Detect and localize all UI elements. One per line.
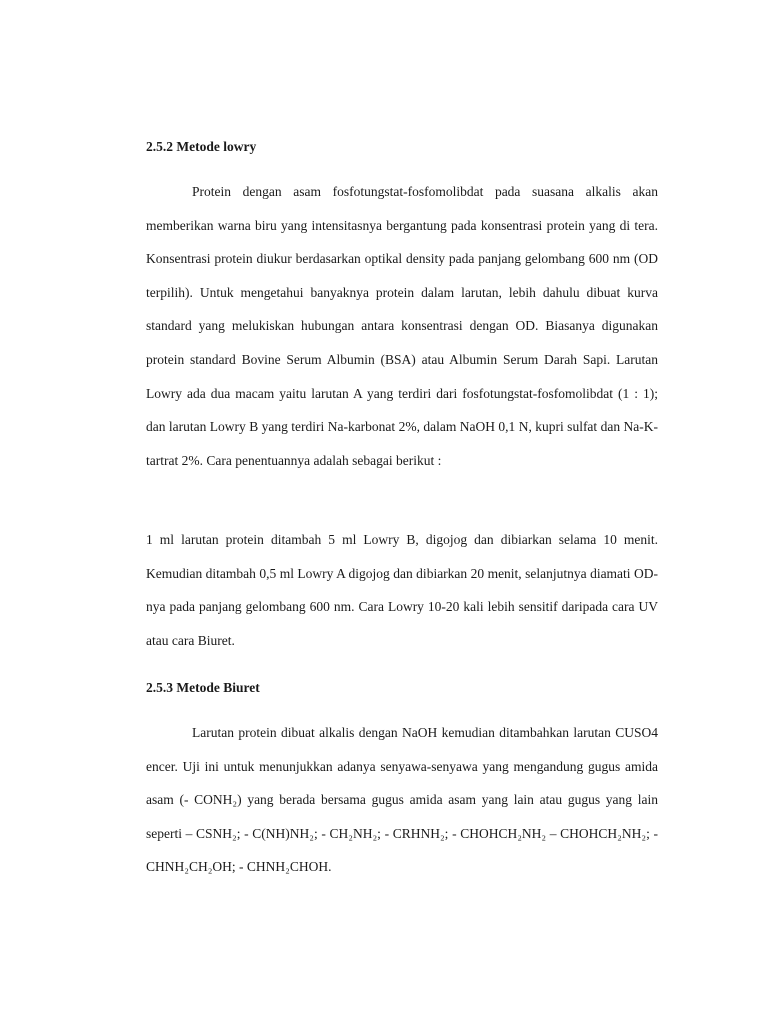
paragraph-lowry-procedure: 1 ml larutan protein ditambah 5 ml Lowry B, digojog dan dibiarkan selama 10 menit. Kemudian ditambah 0,5 ml Lowry A digojog dan dibiarkan 20 menit, selanjutnya diamati OD-nya pada panjang gelombang 600 nm. Cara Lowry 10-20 kali lebih sensitif daripada cara UV atau cara Biuret.: [146, 532, 658, 648]
paragraph-biuret-principle: Larutan protein dibuat alkalis dengan NaOH kemudian ditambahkan larutan CUSO4 encer. Uji ini untuk menunjukkan adanya senyawa-senyawa yang mengandung gugus amida asam (- CONH₂) yang berada bersama gugus amida asam yang lain atau gugus yang lain seperti – CSNH₂; - C(NH)NH₂; - CH₂NH₂; - CRHNH₂; - CHOHCH₂NH₂ – CHOHCH₂NH₂; - CHNH₂CH₂OH; - CHNH₂CHOH.: [146, 725, 658, 875]
document-page: [146, 0, 658, 1024]
paragraph-lowry-principle: Protein dengan asam fosfotungstat-fosfomolibdat pada suasana alkalis akan memberikan warna biru yang intensitasnya bergantung pada konsentrasi protein yang di tera. Konsentrasi protein diukur berdasarkan optikal density pada panjang gelombang 600 nm (OD terpilih). Untuk mengetahui banyaknya protein dalam larutan, lebih dahulu dibuat kurva standard yang melukiskan hubungan antara konsentrasi dengan OD. Biasanya digunakan protein standard Bovine Serum Albumin (BSA) atau Albumin Serum Darah Sapi. Larutan Lowry ada dua macam yaitu larutan A yang terdiri dari fosfotungstat-fosfomolibdat (1 : 1); dan larutan Lowry B yang terdiri Na-karbonat 2%, dalam NaOH 0,1 N, kupri sulfat dan Na-K-tartrat 2%. Cara penentuannya adalah sebagai berikut :: [146, 184, 658, 468]
section-heading-metode-biuret: 2.5.3 Metode Biuret: [146, 680, 260, 695]
section-heading-metode-lowry: 2.5.2 Metode lowry: [146, 139, 257, 154]
